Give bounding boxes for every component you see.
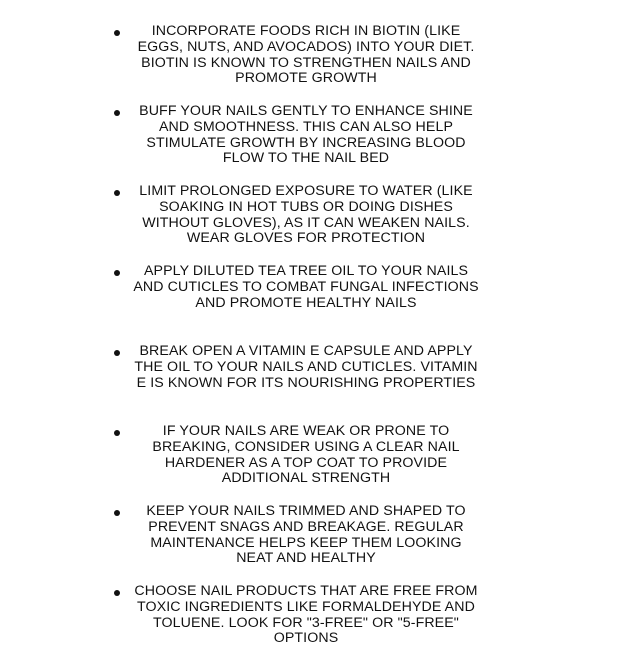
bullet-icon (114, 430, 120, 436)
tip-text: CHOOSE NAIL PRODUCTS THAT ARE FREE FROM TOXIC INGREDIENTS LIKE FORMALDEHYDE AND TOLUENE. LOOK FOR "3-FREE" OR "5-FREE" OPTIONS (134, 583, 478, 647)
tip-text: LIMIT PROLONGED EXPOSURE TO WATER (LIKE SOAKING IN HOT TUBS OR DOING DISHES WITHOUT GLOVES), AS IT CAN WEAKEN NAILS. WEAR GLOVES FOR PROTECTION (139, 183, 473, 247)
list-item (108, 583, 480, 647)
list-item (108, 103, 480, 167)
list-item (108, 184, 480, 248)
list-item (108, 23, 480, 87)
tip-text: BUFF YOUR NAILS GENTLY TO ENHANCE SHINE AND SMOOTHNESS. THIS CAN ALSO HELP STIMULATE GROWTH BY INCREASING BLOOD FLOW TO THE NAIL BED (139, 103, 473, 167)
list-item (108, 503, 480, 567)
bullet-icon (114, 590, 120, 596)
bullet-icon (114, 30, 120, 36)
tip-text: APPLY DILUTED TEA TREE OIL TO YOUR NAILS AND CUTICLES TO COMBAT FUNGAL INFECTIONS AND PROMOTE HEALTHY NAILS (133, 263, 479, 311)
bullet-icon (114, 510, 120, 516)
tip-text: KEEP YOUR NAILS TRIMMED AND SHAPED TO PREVENT SNAGS AND BREAKAGE. REGULAR MAINTENANCE HELPS KEEP THEM LOOKING NEAT AND HEALTHY (146, 503, 466, 567)
tip-text: IF YOUR NAILS ARE WEAK OR PRONE TO BREAKING, CONSIDER USING A CLEAR NAIL HARDENER AS A TOP COAT TO PROVIDE ADDITIONAL STRENGTH (152, 423, 460, 487)
list-item (108, 423, 480, 487)
tip-text: BREAK OPEN A VITAMIN E CAPSULE AND APPLY THE OIL TO YOUR NAILS AND CUTICLES. VITAMIN E IS KNOWN FOR ITS NOURISHING PROPERTIES (134, 343, 478, 391)
nail-tips-list (108, 24, 480, 664)
bullet-icon (114, 190, 120, 196)
list-item (108, 344, 480, 402)
bullet-icon (114, 270, 120, 276)
tip-text: INCORPORATE FOODS RICH IN BIOTIN (LIKE EGGS, NUTS, AND AVOCADOS) INTO YOUR DIET. BIOTIN IS KNOWN TO STRENGTHEN NAILS AND PROMOTE GROWTH (137, 23, 475, 87)
bullet-icon (114, 350, 120, 356)
bullet-icon (114, 110, 120, 116)
list-item (108, 264, 480, 322)
